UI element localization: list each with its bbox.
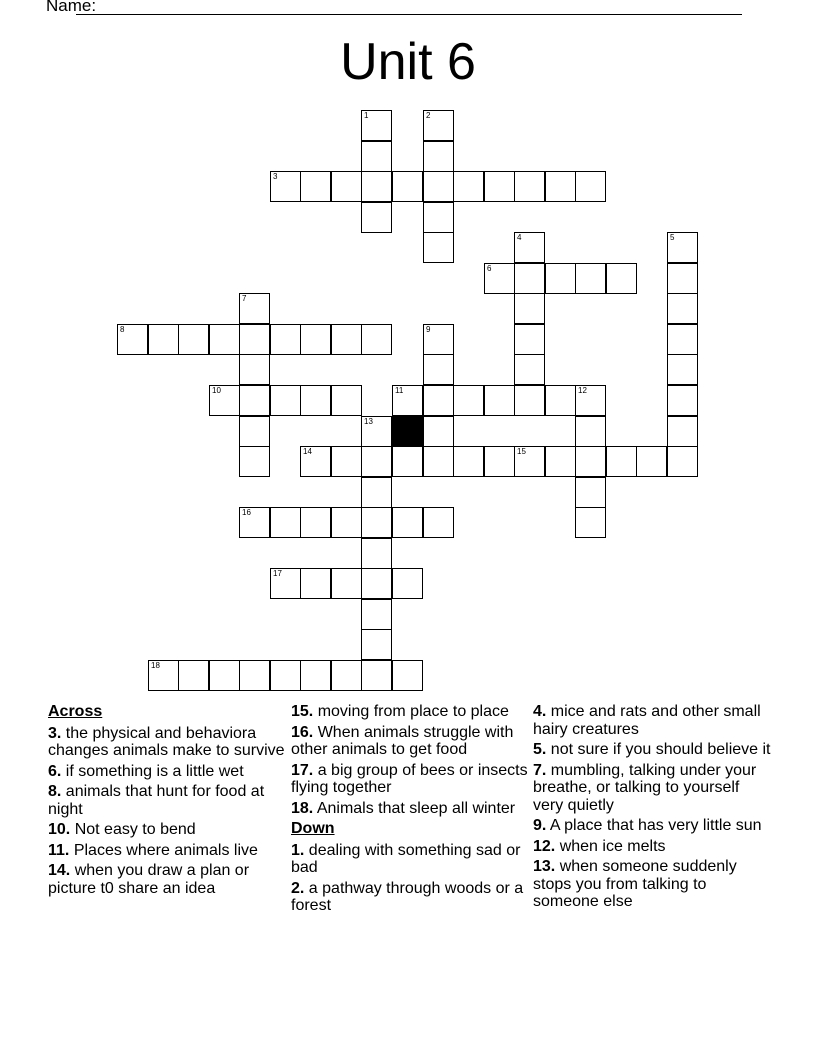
clue-number: 18. [291,799,314,817]
clue-text: mice and rats and other small hairy creatures [533,703,761,738]
grid-cell[interactable] [575,507,606,538]
clue-across-item [48,725,288,760]
cell-number: 5 [670,233,675,242]
cell-number: 17 [273,569,282,578]
grid-cell[interactable] [667,324,698,355]
grid-cell[interactable] [300,324,331,355]
clue-number: 8. [48,783,62,800]
clue-column-1 [48,703,288,900]
clue-text: when ice melts [559,837,666,855]
grid-cell[interactable] [239,293,270,324]
clue-across-item [48,821,288,839]
grid-cell[interactable] [361,446,392,477]
grid-cell[interactable] [453,385,484,416]
clue-text: when you draw a plan or picture t0 share an idea [48,862,250,897]
grid-cell[interactable] [667,293,698,324]
clue-number: 13. [533,858,556,875]
clue-text: moving from place to place [317,703,509,720]
grid-cell[interactable] [423,202,454,233]
grid-cell[interactable] [423,324,454,355]
grid-cell[interactable] [575,477,606,508]
grid-cell[interactable] [270,171,301,202]
clue-across-item [48,763,288,781]
name-label: Name: [46,0,97,15]
clue-number: 6. [48,762,62,780]
grid-cell[interactable] [117,324,148,355]
grid-cell[interactable] [453,171,484,202]
grid-cell[interactable] [361,507,392,538]
grid-cell[interactable] [300,385,331,416]
grid-cell[interactable] [606,446,637,477]
grid-cell[interactable] [545,446,576,477]
grid-cell[interactable] [361,324,392,355]
clue-number: 9. [533,817,547,834]
cell-number: 16 [242,508,251,517]
clue-text: mumbling, talking under your breathe, or talking to yourself very quietly [533,761,757,814]
grid-cell[interactable] [270,568,301,599]
grid-cell[interactable] [209,385,240,416]
puzzle-title: Unit 6 [340,33,476,91]
grid-cell[interactable] [361,629,392,660]
clue-text: When animals struggle with other animals to get food [291,723,514,758]
grid-cell[interactable] [575,263,606,294]
grid-cell[interactable] [514,324,545,355]
grid-cell[interactable] [484,171,515,202]
grid-cell[interactable] [239,416,270,447]
grid-cell[interactable] [361,171,392,202]
grid-cell[interactable] [331,171,362,202]
grid-cell[interactable] [423,446,454,477]
clue-across-item [48,862,288,897]
grid-cell[interactable] [209,660,240,691]
clue-down-item [533,703,773,738]
grid-cell[interactable] [423,141,454,172]
clue-number: 7. [533,761,547,779]
grid-cell[interactable] [331,660,362,691]
clue-text: Not easy to bend [74,821,196,838]
cell-number: 14 [303,447,312,456]
clue-across-item [291,703,531,721]
grid-cell[interactable] [667,232,698,263]
grid-cell[interactable] [667,446,698,477]
clue-text: dealing with something sad or bad [291,841,521,876]
grid-cell[interactable] [545,171,576,202]
grid-cell[interactable] [423,171,454,202]
grid-cell[interactable] [423,232,454,263]
clue-across-item [291,762,531,797]
grid-cell[interactable] [361,568,392,599]
cell-number: 3 [273,172,278,181]
grid-cell[interactable] [361,538,392,569]
clue-column-3 [533,703,773,914]
grid-cell[interactable] [545,263,576,294]
grid-cell[interactable] [514,354,545,385]
across-heading: Across [48,703,103,720]
clue-number: 15. [291,703,314,720]
black-cell [392,416,423,447]
grid-cell[interactable] [239,660,270,691]
grid-cell[interactable] [148,660,179,691]
clue-down-item [533,838,773,856]
clue-number: 4. [533,703,547,720]
grid-cell[interactable] [423,354,454,385]
grid-cell[interactable] [392,446,423,477]
grid-cell[interactable] [361,660,392,691]
grid-cell[interactable] [239,354,270,385]
grid-cell[interactable] [239,446,270,477]
grid-cell[interactable] [575,416,606,447]
grid-cell[interactable] [423,507,454,538]
grid-cell[interactable] [361,110,392,141]
clue-down-item [533,817,773,835]
grid-cell[interactable] [514,263,545,294]
clue-text: the physical and behaviora changes animals make to survive [48,724,285,759]
clue-down-item [291,842,531,877]
grid-cell[interactable] [331,446,362,477]
clue-number: 12. [533,837,556,855]
grid-cell[interactable] [667,416,698,447]
grid-cell[interactable] [453,446,484,477]
grid-cell[interactable] [361,599,392,630]
clue-number: 16. [291,723,314,741]
clue-number: 11. [48,841,70,859]
cell-number: 1 [364,111,369,120]
clue-down-item [533,741,773,759]
grid-cell[interactable] [300,446,331,477]
grid-cell[interactable] [484,385,515,416]
grid-cell[interactable] [575,446,606,477]
grid-cell[interactable] [300,507,331,538]
clue-text: when someone suddenly stops you from talking to someone else [533,858,737,910]
clue-down-item [533,858,773,911]
clue-text: animals that hunt for food at night [48,783,265,818]
clue-number: 5. [533,741,547,758]
cell-number: 9 [426,325,431,334]
grid-cell[interactable] [667,354,698,385]
grid-cell[interactable] [331,324,362,355]
grid-cell[interactable] [514,293,545,324]
cell-number: 6 [487,264,492,273]
grid-cell[interactable] [484,263,515,294]
clue-down-item [291,880,531,915]
grid-cell[interactable] [392,171,423,202]
grid-cell[interactable] [514,446,545,477]
grid-cell[interactable] [331,507,362,538]
grid-cell[interactable] [392,385,423,416]
clue-number: 3. [48,724,62,742]
cell-number: 12 [578,386,587,395]
clue-text: Animals that sleep all winter [316,799,516,817]
clue-number: 14. [48,862,71,879]
grid-cell[interactable] [514,232,545,263]
grid-cell[interactable] [331,385,362,416]
cell-number: 2 [426,111,431,120]
cell-number: 18 [151,661,160,670]
grid-cell[interactable] [392,660,423,691]
grid-cell[interactable] [575,171,606,202]
cell-number: 13 [364,417,373,426]
grid-cell[interactable] [606,263,637,294]
cell-number: 10 [212,386,221,395]
grid-cell[interactable] [270,324,301,355]
clue-text: a pathway through woods or a forest [291,879,524,914]
clue-text: not sure if you should believe it [550,741,771,758]
grid-cell[interactable] [300,171,331,202]
grid-cell[interactable] [361,202,392,233]
grid-cell[interactable] [423,385,454,416]
grid-cell[interactable] [514,171,545,202]
cell-number: 4 [517,233,522,242]
clue-text: a big group of bees or insects flying together [291,761,528,796]
grid-cell[interactable] [667,385,698,416]
grid-cell[interactable] [239,324,270,355]
clue-text: if something is a little wet [65,762,244,780]
grid-cell[interactable] [178,660,209,691]
grid-cell[interactable] [300,660,331,691]
grid-cell[interactable] [575,385,606,416]
grid-cell[interactable] [484,446,515,477]
cell-number: 15 [517,447,526,456]
grid-cell[interactable] [270,660,301,691]
grid-cell[interactable] [331,568,362,599]
grid-cell[interactable] [361,477,392,508]
clue-text: Places where animals live [73,841,258,859]
grid-cell[interactable] [361,141,392,172]
grid-cell[interactable] [423,416,454,447]
grid-cell[interactable] [361,416,392,447]
grid-cell[interactable] [514,385,545,416]
grid-cell[interactable] [239,507,270,538]
clue-across-item [291,724,531,759]
name-input-line[interactable] [76,14,742,15]
grid-cell[interactable] [178,324,209,355]
grid-cell[interactable] [270,385,301,416]
grid-cell[interactable] [423,110,454,141]
clue-column-2 [291,703,531,918]
clue-number: 2. [291,879,305,897]
clue-number: 10. [48,821,71,838]
grid-cell[interactable] [209,324,240,355]
clue-across-item [291,800,531,818]
grid-cell[interactable] [636,446,667,477]
cell-number: 11 [395,386,404,395]
down-heading: Down [291,820,335,837]
clue-across-item [48,842,288,860]
clue-number: 1. [291,841,305,859]
grid-cell[interactable] [667,263,698,294]
grid-cell[interactable] [392,568,423,599]
grid-cell[interactable] [300,568,331,599]
clue-number: 17. [291,761,314,779]
grid-cell[interactable] [392,507,423,538]
grid-cell[interactable] [270,507,301,538]
cell-number: 8 [120,325,125,334]
clue-text: A place that has very little sun [549,817,762,834]
grid-cell[interactable] [148,324,179,355]
cell-number: 7 [242,294,247,303]
grid-cell[interactable] [545,385,576,416]
clue-across-item [48,783,288,818]
grid-cell[interactable] [239,385,270,416]
clue-down-item [533,762,773,815]
